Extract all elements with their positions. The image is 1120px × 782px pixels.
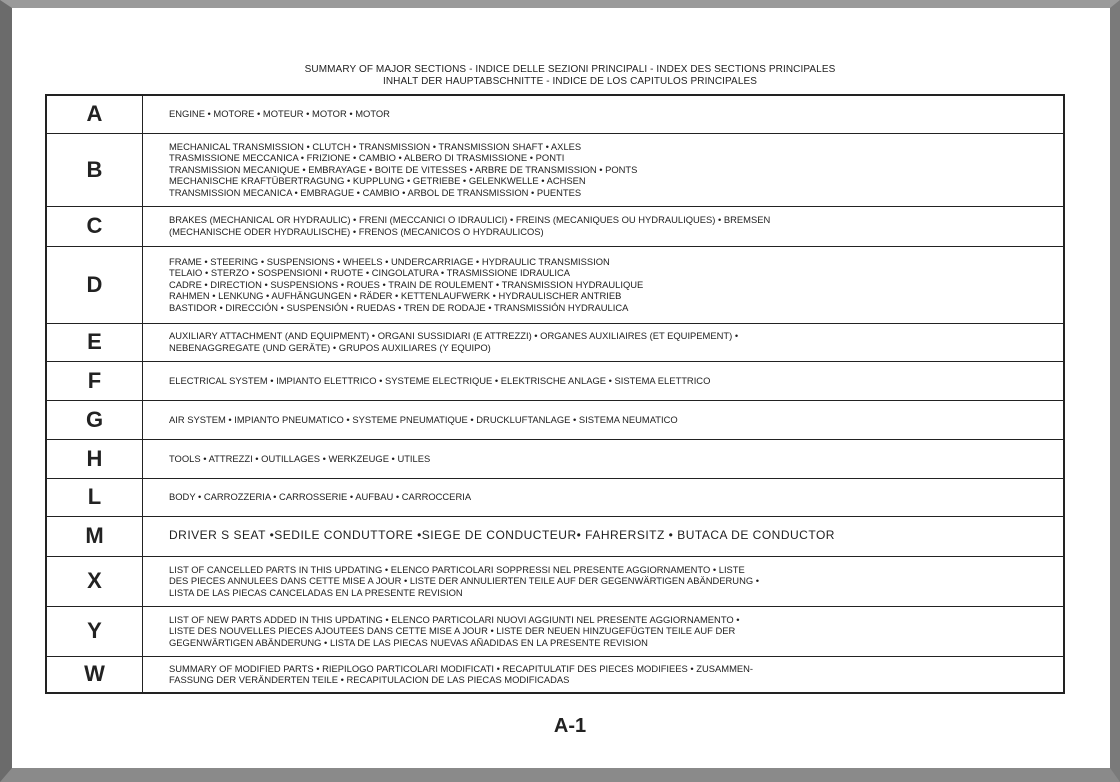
page-number: A-1 xyxy=(553,715,587,737)
section-row-x xyxy=(46,556,1064,606)
section-description xyxy=(143,246,1065,323)
description-line: CADRE • DIRECTION • SUSPENSIONS • ROUES • TRAIN DE ROULEMENT • TRANSMISSION HYDRAULIQUE xyxy=(169,278,644,290)
section-row-c xyxy=(46,206,1064,246)
section-letter: D xyxy=(46,246,143,323)
section-row-m xyxy=(46,516,1064,556)
description-line: MECHANISCHE KRAFTÜBERTRAGUNG • KUPPLUNG • GETRIEBE • GELENKWELLE • ACHSEN xyxy=(169,175,586,187)
description-line: LIST OF CANCELLED PARTS IN THIS UPDATING • ELENCO PARTICOLARI SOPPRESSI NEL PRESENTE AGGIORNAMENTO • LISTE xyxy=(169,563,745,575)
section-description xyxy=(143,400,1065,439)
description-line: BODY • CARROZZERIA • CARROSSERIE • AUFBAU • CARROCCERIA xyxy=(169,491,472,503)
section-description xyxy=(143,478,1065,516)
description-line: TRANSMISSION MECANICA • EMBRAGUE • CAMBIO • ARBOL DE TRANSMISSION • PUENTES xyxy=(169,186,582,198)
section-row-a xyxy=(46,95,1064,133)
description-line: DES PIECES ANNULEES DANS CETTE MISE A JOUR • LISTE DER ANNULIERTEN TEILE AUF DER GEGENWÄRTIGEN ABÄNDERUNG • xyxy=(169,575,760,587)
description-line: DRIVER S SEAT •SEDILE CONDUTTORE •SIEGE DE CONDUCTEUR• FAHRERSITZ • BUTACA DE CONDUCTOR xyxy=(169,530,835,542)
section-description xyxy=(143,133,1065,206)
description-line: ELECTRICAL SYSTEM • IMPIANTO ELETTRICO • SYSTEME ELECTRIQUE • ELEKTRISCHE ANLAGE • SISTEMA ELETTRICO xyxy=(169,374,711,386)
description-line: LISTA DE LAS PIECAS CANCELADAS EN LA PRESENTE REVISION xyxy=(169,586,463,598)
description-line: NEBENAGGREGATE (UND GERÄTE) • GRUPOS AUXILIARES (Y EQUIPO) xyxy=(169,342,491,353)
section-description xyxy=(143,323,1065,361)
section-description xyxy=(143,206,1065,246)
section-row-l xyxy=(46,478,1064,516)
section-letter: H xyxy=(46,439,143,478)
description-line: AUXILIARY ATTACHMENT (AND EQUIPMENT) • ORGANI SUSSIDIARI (E ATTREZZI) • ORGANES AUXILIAIRES (ET EQUIPEMENT) • xyxy=(169,330,739,342)
description-line: TELAIO • STERZO • SOSPENSIONI • RUOTE • CINGOLATURA • TRASMISSIONE IDRAULICA xyxy=(169,267,571,279)
section-letter: L xyxy=(46,478,143,516)
section-row-y xyxy=(46,606,1064,656)
section-row-w xyxy=(46,656,1064,693)
description-line: FRAME • STEERING • SUSPENSIONS • WHEELS • UNDERCARRIAGE • HYDRAULIC TRANSMISSION xyxy=(169,255,610,267)
description-line: TRANSMISSION MECANIQUE • EMBRAYAGE • BOITE DE VITESSES • ARBRE DE TRANSMISSION • PONTS xyxy=(169,163,638,175)
section-letter: E xyxy=(46,323,143,361)
description-line: LISTE DES NOUVELLES PIECES AJOUTEES DANS CETTE MISE A JOUR • LISTE DER NEUEN HINZUGEFÜGTEN TEILE AUF DER xyxy=(169,625,736,637)
section-letter: B xyxy=(46,133,143,206)
description-line: (MECHANISCHE ODER HYDRAULISCHE) • FRENOS (MECANICOS O HYDRAULICOS) xyxy=(169,226,544,237)
section-row-e xyxy=(46,323,1064,361)
section-description xyxy=(143,656,1065,693)
section-letter: G xyxy=(46,400,143,439)
section-row-g xyxy=(46,400,1064,439)
document-header xyxy=(150,64,990,88)
section-letter: Y xyxy=(46,606,143,656)
description-line: BRAKES (MECHANICAL OR HYDRAULIC) • FRENI (MECCANICI O IDRAULICI) • FREINS (MECANIQUES OU HYDRAULIQUES) • BREMSEN xyxy=(169,214,771,226)
description-line: TOOLS • ATTREZZI • OUTILLAGES • WERKZEUGE • UTILES xyxy=(169,452,431,464)
section-row-d xyxy=(46,246,1064,323)
section-description xyxy=(143,439,1065,478)
section-letter: A xyxy=(46,95,143,133)
description-line: TRASMISSIONE MECCANICA • FRIZIONE • CAMBIO • ALBERO DI TRASMISSIONE • PONTI xyxy=(169,152,565,164)
description-line: LIST OF NEW PARTS ADDED IN THIS UPDATING • ELENCO PARTICOLARI NUOVI AGGIUNTI NEL PRESENTE AGGIORNAMENTO • xyxy=(169,613,740,625)
section-row-f xyxy=(46,361,1064,400)
section-letter: M xyxy=(46,516,143,556)
section-row-b xyxy=(46,133,1064,206)
section-letter: C xyxy=(46,206,143,246)
description-line: MECHANICAL TRANSMISSION • CLUTCH • TRANSMISSION • TRANSMISSION SHAFT • AXLES xyxy=(169,140,582,152)
section-index-table xyxy=(45,94,1065,694)
section-description xyxy=(143,606,1065,656)
description-line: AIR SYSTEM • IMPIANTO PNEUMATICO • SYSTEME PNEUMATIQUE • DRUCKLUFTANLAGE • SISTEMA NEUMATICO xyxy=(169,413,678,425)
header-line-2: INHALT DER HAUPTABSCHNITTE - INDICE DE LOS CAPITULOS PRINCIPALES xyxy=(382,76,758,87)
section-description xyxy=(143,556,1065,606)
description-line: GEGENWÄRTIGEN ABÄNDERUNG • LISTA DE LAS PIECAS NUEVAS AÑADIDAS EN LA PRESENTE REVISION xyxy=(169,636,648,648)
header-line-1: SUMMARY OF MAJOR SECTIONS - INDICE DELLE SEZIONI PRINCIPALI - INDEX DES SECTIONS PRINCIPALES xyxy=(304,64,836,75)
description-line: BASTIDOR • DIRECCIÓN • SUSPENSIÓN • RUEDAS • TREN DE RODAJE • TRANSMISSIÓN HYDRAULICA xyxy=(169,301,629,313)
section-description xyxy=(143,95,1065,133)
section-description xyxy=(143,361,1065,400)
section-letter: F xyxy=(46,361,143,400)
description-line: ENGINE • MOTORE • MOTEUR • MOTOR • MOTOR xyxy=(169,108,390,120)
section-description xyxy=(143,516,1065,556)
description-line: FASSUNG DER VERÄNDERTEN TEILE • RECAPITULACION DE LAS PIECAS MODIFICADAS xyxy=(169,674,570,686)
section-letter: X xyxy=(46,556,143,606)
description-line: SUMMARY OF MODIFIED PARTS • RIEPILOGO PARTICOLARI MODIFICATI • RECAPITULATIF DES PIECES MODIFIEES • ZUSAMMEN- xyxy=(169,662,754,674)
section-row-h xyxy=(46,439,1064,478)
section-letter: W xyxy=(46,656,143,693)
description-line: RAHMEN • LENKUNG • AUFHÄNGUNGEN • RÄDER • KETTENLAUFWERK • HYDRAULISCHER ANTRIEB xyxy=(169,290,622,302)
